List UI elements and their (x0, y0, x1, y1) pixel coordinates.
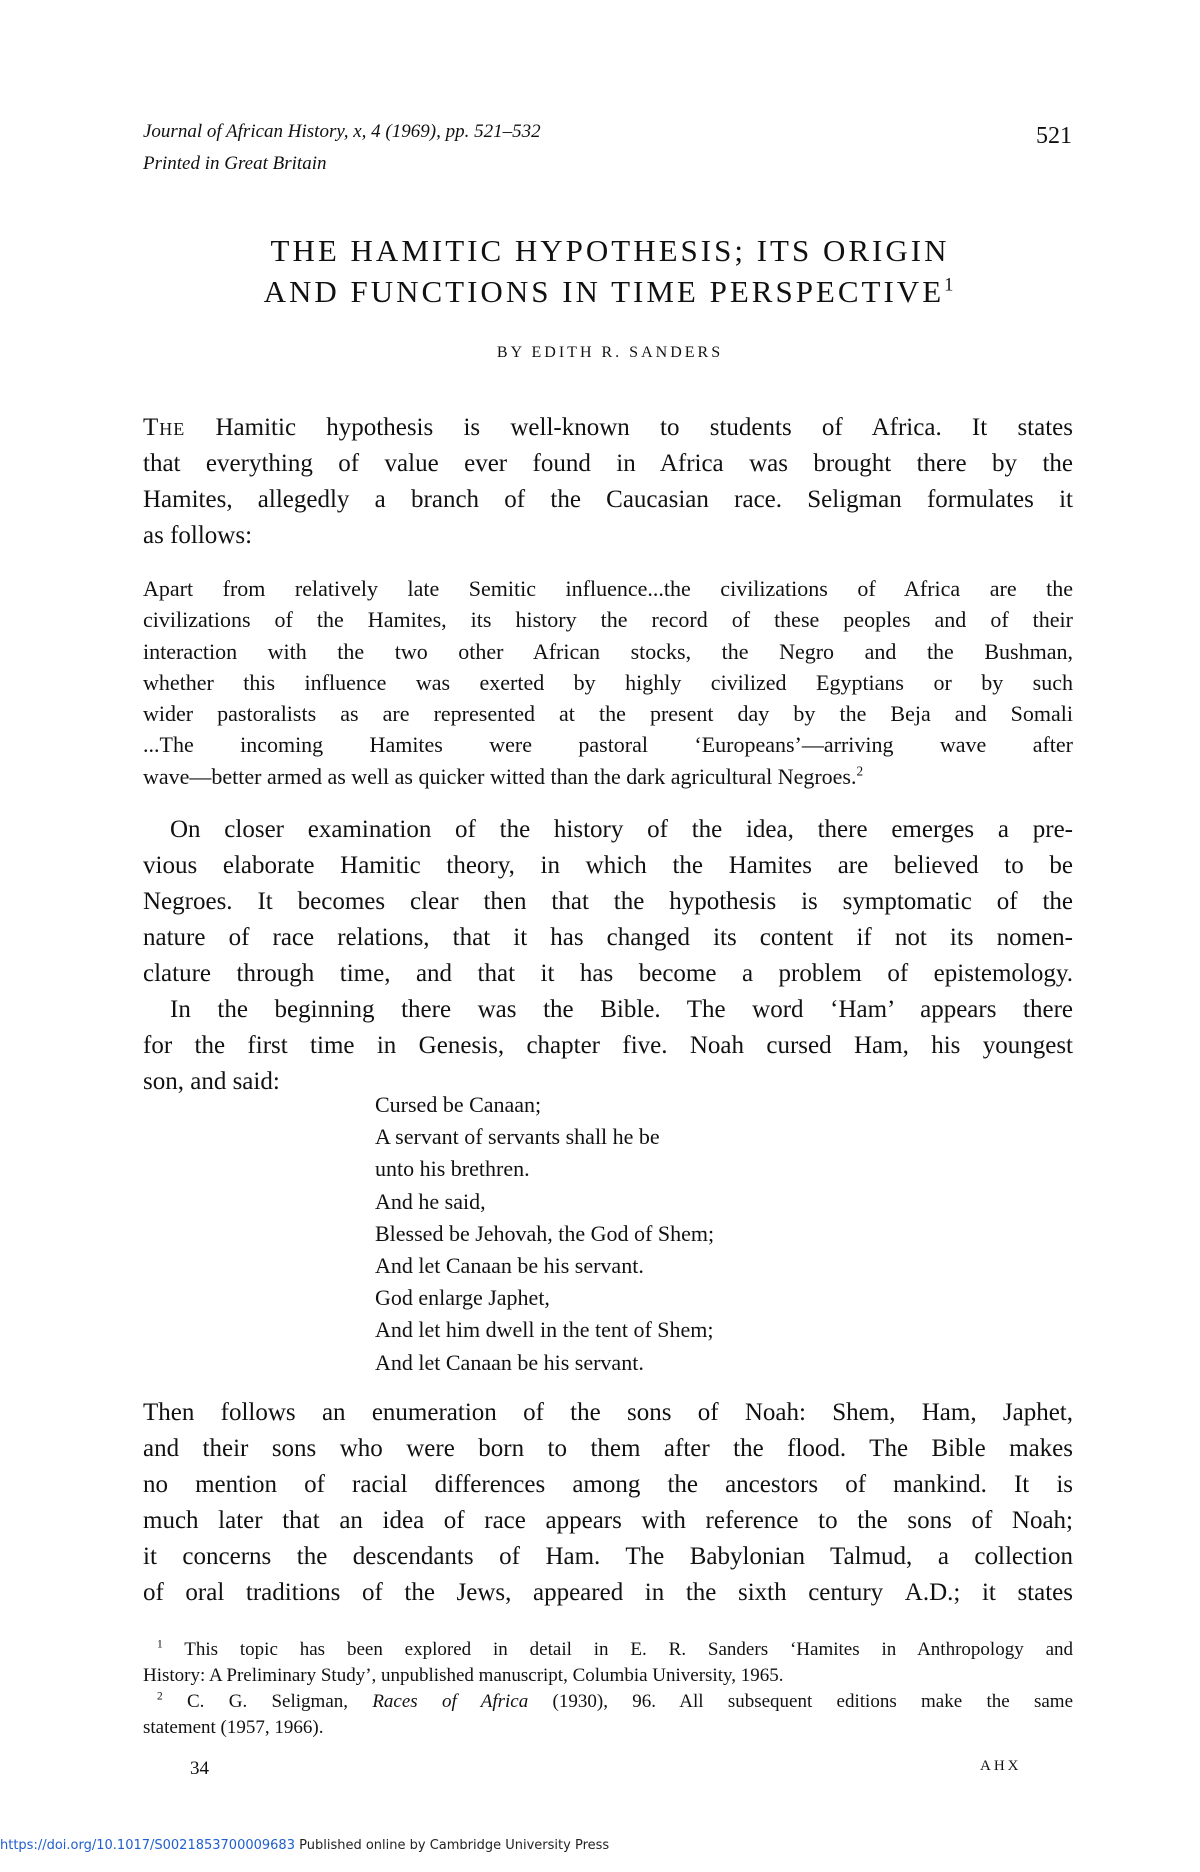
title-footnote-marker[interactable]: 1 (944, 274, 957, 296)
title-line-1: THE HAMITIC HYPOTHESIS; ITS ORIGIN (270, 233, 950, 268)
paragraph-line: it concerns the descendants of Ham. The Babylonian Talmud, a collection (143, 1543, 1073, 1570)
quote-line: ...The incoming Hamites were pastoral ‘Europeans’—arriving wave after (143, 732, 1073, 758)
genesis-verse (375, 1089, 714, 1379)
paragraph-line: Negroes. It becomes clear then that the hypothesis is symptomatic of the (143, 888, 1073, 915)
footnote-2-marker: 2 (157, 1690, 163, 1703)
title-line-2: AND FUNCTIONS IN TIME PERSPECTIVE$^1$ (263, 274, 957, 309)
quote-line: civilizations of the Hamites, its history the record of these peoples and of their (143, 607, 1073, 633)
verse-line: And he said, (375, 1188, 486, 1214)
verse-line: A servant of servants shall he be (375, 1124, 660, 1150)
footnote-1-cont: History: A Preliminary Study’, unpublished manuscript, Columbia University, 1965. (143, 1665, 784, 1686)
publisher-footer (0, 1838, 609, 1853)
paragraph-2 (143, 812, 1073, 1100)
signature-letters: AHX (980, 1758, 1022, 1774)
paragraph-line: son, and said: (143, 1068, 280, 1095)
paragraph-line: that everything of value ever found in Africa was brought there by the (143, 450, 1073, 477)
footnotes (143, 1637, 1073, 1741)
footnote-1-marker: 1 (157, 1638, 163, 1651)
verse-line: Cursed be Canaan; (375, 1092, 542, 1117)
paragraph-line: The Hamitic hypothesis is well-known to students of Africa. It states (143, 414, 1073, 441)
paragraph-line: and their sons who were born to them after the flood. The Bible makes (143, 1435, 1073, 1462)
verse-line: God enlarge Japhet, (375, 1285, 550, 1311)
page-number: 521 (1036, 123, 1072, 149)
verse-line: And let Canaan be his servant. (375, 1349, 644, 1375)
seligman-quote (143, 573, 1073, 792)
signature-number: 34 (190, 1758, 209, 1779)
published-online-text: Published online by Cambridge University Press (294, 1838, 610, 1853)
verse-line: And let him dwell in the tent of Shem; (375, 1317, 714, 1343)
doi-link[interactable]: https://doi.org/10.1017/S0021853700009683 (0, 1838, 295, 1853)
paragraph-line: On closer examination of the history of the idea, there emerges a pre- (170, 816, 1073, 843)
drop-cap: The (143, 414, 186, 441)
paragraph-line: vious elaborate Hamitic theory, in which the Hamites are believed to be (143, 852, 1073, 879)
paragraph-line: no mention of racial differences among the ancestors of mankind. It is (143, 1471, 1073, 1498)
footnote-1: $^1$ This topic has been explored in detail in E. R. Sanders ‘Hamites in Anthropology and (157, 1638, 1073, 1660)
paragraph-3 (143, 1395, 1073, 1611)
quote-footnote-marker[interactable]: 2 (856, 763, 864, 779)
paragraph-line: much later that an idea of race appears with reference to the sons of Noah; (143, 1507, 1073, 1534)
verse-line: unto his brethren. (375, 1156, 530, 1182)
footnote-2-cont: statement (1957, 1966). (143, 1717, 324, 1738)
book-title: Races of Africa (372, 1691, 529, 1712)
era-abbreviation: A.D. (904, 1579, 954, 1606)
printed-in-line: Printed in Great Britain (143, 153, 327, 174)
paragraph-line: of oral traditions of the Jews, appeared in the sixth century A.D.; it states (143, 1579, 1073, 1606)
paragraph-line: for the first time in Genesis, chapter five. Noah cursed Ham, his youngest (143, 1032, 1073, 1059)
paragraph-line: In the beginning there was the Bible. The word ‘Ham’ appears there (170, 996, 1073, 1023)
quote-line: whether this influence was exerted by highly civilized Egyptians or by such (143, 669, 1073, 695)
quote-line: wave—better armed as well as quicker witted than the dark agricultural Negroes.$^2$ (143, 763, 864, 789)
paragraph-1 (143, 410, 1073, 554)
footnote-2: $^2$ C. G. Seligman, Races of Africa (1930), 96. All subsequent editions make the same (157, 1690, 1074, 1712)
paragraph-line: nature of race relations, that it has changed its content if not its nomen- (143, 924, 1073, 951)
quote-line: Apart from relatively late Semitic influence...the civilizations of Africa are the (143, 576, 1073, 601)
paragraph-line: clature through time, and that it has become a problem of epistemology. (143, 960, 1073, 987)
paragraph-line: Then follows an enumeration of the sons of Noah: Shem, Ham, Japhet, (143, 1399, 1073, 1426)
quote-line: interaction with the two other African stocks, the Negro and the Bushman, (143, 638, 1073, 664)
verse-line: And let Canaan be his servant. (375, 1252, 644, 1278)
article-title (150, 230, 1070, 312)
verse-line: Blessed be Jehovah, the God of Shem; (375, 1220, 715, 1246)
paragraph-line: Hamites, allegedly a branch of the Caucasian race. Seligman formulates it (143, 486, 1073, 513)
journal-citation: Journal of African History, x, 4 (1969), pp. 521–532 (143, 121, 541, 142)
author-byline: BY EDITH R. SANDERS (496, 344, 724, 361)
paragraph-line: as follows: (143, 522, 253, 549)
quote-line: wider pastoralists as are represented at the present day by the Beja and Somali (143, 701, 1073, 727)
